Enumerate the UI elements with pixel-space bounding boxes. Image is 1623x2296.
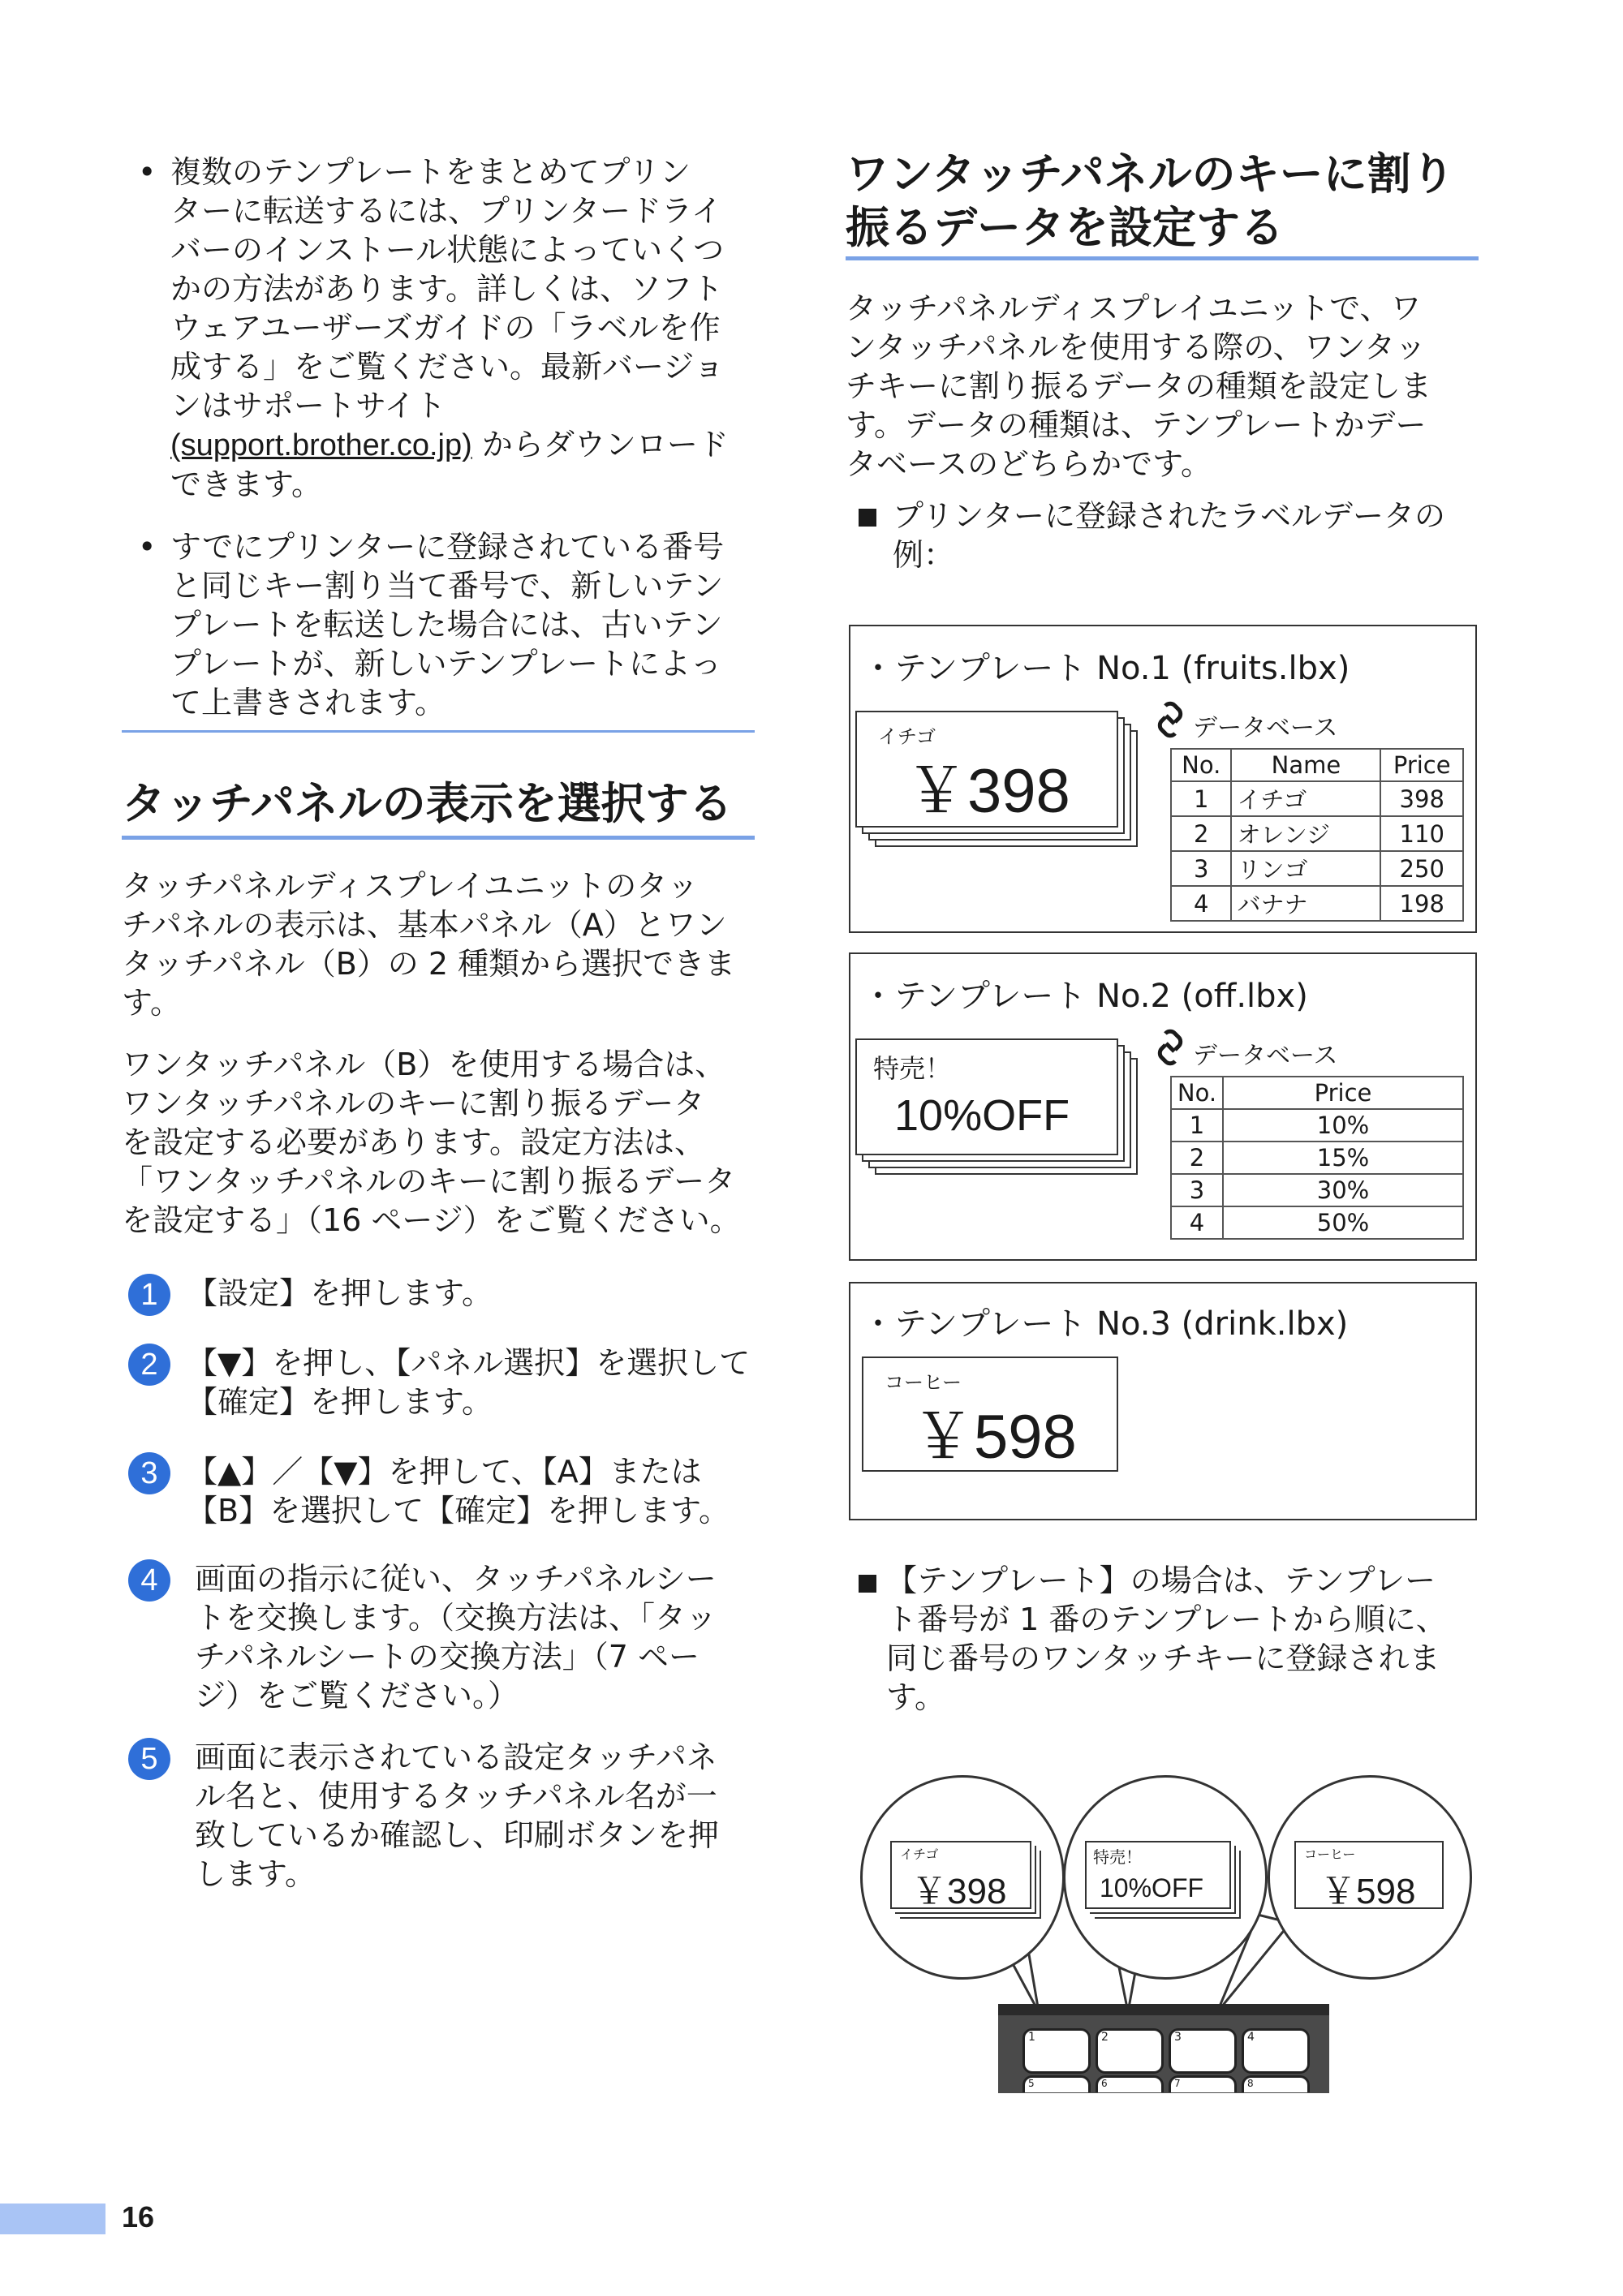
template-note: [886, 1561, 1447, 1717]
text-line: チパネルシートの交換方法」（7 ペー: [195, 1639, 700, 1675]
step-3-text: [187, 1452, 730, 1530]
database-label: データベース: [1193, 714, 1338, 742]
paragraph-2: [122, 1045, 741, 1240]
text-line: します。: [195, 1856, 316, 1892]
support-site-link[interactable]: (support.brother.co.jp): [170, 428, 472, 462]
text-line: ジ）をご覧ください。）: [195, 1678, 519, 1713]
one-touch-key-2[interactable]: [1096, 2028, 1164, 2074]
text-line: タッチパネル（B）の 2 種類から選択できま: [122, 946, 736, 982]
template-title: ・テンプレート No.3 (drink.lbx): [862, 1305, 1349, 1343]
text-line: ウェアユーザーズガイドの「ラベルを作: [170, 310, 721, 346]
label-preview: [1294, 1841, 1444, 1909]
heading-line: ワンタッチパネルのキーに割り: [846, 148, 1455, 200]
template-3-box: [849, 1282, 1477, 1520]
table-cell: 110: [1380, 816, 1463, 851]
text-line: [170, 425, 729, 465]
text-line: ワンタッチパネル（B）を使用する場合は、: [122, 1047, 726, 1082]
one-touch-key-1[interactable]: [1022, 2028, 1091, 2074]
label-big-text: ￥398: [906, 757, 1070, 826]
label-preview: [855, 1038, 1118, 1155]
table-row: [1171, 1109, 1463, 1142]
table-cell: 1: [1171, 781, 1231, 816]
text-line: 同じ番号のワンタッチキーに登録されま: [886, 1640, 1440, 1676]
page-number: 16: [122, 2200, 155, 2234]
table-cell: リンゴ: [1231, 851, 1380, 886]
intro-paragraph: [846, 289, 1431, 484]
table-cell: オレンジ: [1231, 816, 1380, 851]
text-line: 【▲】／【▼】を押して、【A】または: [187, 1454, 702, 1490]
template-2-box: [849, 952, 1477, 1261]
label-big-text: 10%OFF: [894, 1091, 1070, 1140]
text-line: ワンタッチパネルのキーに割り振るデータ: [122, 1086, 705, 1121]
text-line: 複数のテンプレートをまとめてプリン: [170, 154, 691, 190]
callout-bubble-3: [1268, 1775, 1472, 1980]
link-icon: [1154, 1029, 1186, 1066]
text-line: 【テンプレート】の場合は、テンプレー: [886, 1563, 1436, 1598]
heading-underline: [846, 256, 1479, 260]
table-header-cell: No.: [1171, 749, 1231, 781]
label-big-text: ￥398: [911, 1872, 1007, 1911]
text-line: ト番号が 1 番のテンプレートから順に、: [886, 1602, 1447, 1637]
text-line: 【設定】を押します。: [187, 1275, 493, 1311]
table-cell: 15%: [1223, 1142, 1463, 1174]
template-1-box: [849, 625, 1477, 933]
key-number: 8: [1247, 2078, 1254, 2089]
text-line: ターに転送するには、プリンタードライ: [170, 193, 722, 229]
table-cell: 10%: [1223, 1109, 1463, 1142]
database-table: [1170, 1076, 1464, 1240]
step-5-text: [195, 1738, 719, 1894]
link-suffix: からダウンロード: [471, 427, 729, 462]
key-number: 3: [1174, 2031, 1182, 2044]
one-touch-key-5[interactable]: [1022, 2075, 1091, 2092]
text-line: プレートを転送した場合には、古いテン: [170, 607, 723, 643]
example-note: [893, 497, 1445, 574]
table-header-cell: Name: [1231, 749, 1380, 781]
label-big-text: ￥598: [912, 1403, 1077, 1472]
text-line: 「ワンタッチパネルのキーに割り振るデータ: [122, 1163, 736, 1199]
text-line: チキーに割り振るデータの種類を設定しま: [846, 368, 1432, 404]
text-line: タッチパネルディスプレイユニットのタッ: [122, 868, 699, 904]
section-divider: [122, 730, 755, 733]
label-preview: [862, 1357, 1118, 1472]
text-line: 成する」をご覧ください。最新バージョ: [170, 349, 725, 385]
step-2-text: [187, 1344, 750, 1421]
table-row: [1171, 1174, 1463, 1206]
text-line: タベースのどちらかです。: [846, 446, 1212, 482]
key-number: 2: [1101, 2031, 1109, 2044]
label-big-text: 10%OFF: [1100, 1873, 1204, 1903]
text-line: を設定する」（16 ページ）をご覧ください。: [122, 1202, 741, 1238]
label-preview: [855, 711, 1118, 828]
bullet-item-2: [170, 527, 724, 722]
key-number: 5: [1028, 2078, 1035, 2089]
database-label: データベース: [1193, 1042, 1338, 1070]
label-small-text: 特売！: [1093, 1847, 1142, 1867]
table-header-cell: Price: [1223, 1077, 1463, 1109]
key-number: 4: [1247, 2031, 1255, 2044]
text-line: 画面の指示に従い、タッチパネルシー: [195, 1561, 717, 1597]
step-1-text: [187, 1274, 493, 1313]
table-cell: 250: [1380, 851, 1463, 886]
callout-bubble-1: [860, 1775, 1065, 1980]
label-small-text: 特売！: [873, 1053, 952, 1084]
step-number-3: 3: [128, 1452, 170, 1494]
bullet-marker: •: [138, 154, 157, 190]
label-small-text: コーヒー: [1304, 1847, 1356, 1862]
one-touch-key-3[interactable]: [1169, 2028, 1237, 2074]
one-touch-key-8[interactable]: [1242, 2075, 1310, 2092]
step-number-1: 1: [128, 1274, 170, 1316]
text-line: タッチパネルディスプレイユニットで、ワ: [846, 290, 1422, 326]
text-line: と同じキー割り当て番号で、新しいテン: [170, 568, 724, 604]
template-title: ・テンプレート No.1 (fruits.lbx): [862, 650, 1350, 687]
label-small-text: イチゴ: [900, 1847, 939, 1862]
link-icon: [1154, 701, 1186, 738]
text-line: す。: [886, 1679, 945, 1715]
text-line: す。データの種類は、テンプレートかデー: [846, 407, 1427, 443]
database-table: [1170, 748, 1464, 922]
square-bullet-icon: [859, 509, 876, 527]
section-heading-touch-panel: タッチパネルの表示を選択する: [122, 778, 733, 829]
table-header-cell: Price: [1380, 749, 1463, 781]
heading-underline: [122, 836, 755, 840]
text-line: 例：: [893, 537, 955, 573]
text-line: 画面に表示されている設定タッチパネ: [195, 1739, 717, 1775]
text-line: 致しているか確認し、印刷ボタンを押: [195, 1817, 720, 1853]
text-line: ンはサポートサイト: [170, 388, 446, 424]
text-line: プレートが、新しいテンプレートによっ: [170, 646, 722, 681]
table-cell: 1: [1171, 1109, 1223, 1142]
text-line: トを交換します。（交換方法は、「タッ: [195, 1600, 717, 1636]
table-cell: 50%: [1223, 1206, 1463, 1239]
paragraph-1: [122, 866, 735, 1022]
key-number: 6: [1101, 2078, 1108, 2089]
text-line: 【▼】を押し、【パネル選択】を選択して: [187, 1345, 751, 1381]
step-number-2: 2: [128, 1344, 170, 1386]
label-big-text: ￥598: [1320, 1872, 1416, 1911]
table-header-cell: No.: [1171, 1077, 1223, 1109]
text-line: プリンターに登録されたラベルデータの: [893, 498, 1445, 534]
text-line: かの方法があります。詳しくは、ソフト: [170, 271, 723, 307]
bullet-item-1: [170, 153, 729, 504]
text-line: を設定する必要があります。設定方法は、: [122, 1124, 705, 1160]
table-cell: 4: [1171, 886, 1231, 921]
text-line: チパネルの表示は、基本パネル（A）とワン: [122, 907, 727, 943]
one-touch-key-4[interactable]: [1242, 2028, 1310, 2074]
table-cell: 3: [1171, 1174, 1223, 1206]
step-number-4: 4: [128, 1559, 170, 1602]
page-number-tab: [0, 2204, 105, 2234]
text-line: ンタッチパネルを使用する際の、ワンタッ: [846, 329, 1427, 365]
table-row: [1171, 781, 1463, 816]
heading-line: 振るデータを設定する: [846, 202, 1284, 253]
bullet-marker: •: [138, 529, 157, 565]
text-line: す。: [122, 985, 181, 1021]
table-cell: 2: [1171, 1142, 1223, 1174]
key-number: 7: [1174, 2078, 1181, 2089]
text-line: 【B】を選択して【確定】を押します。: [187, 1493, 730, 1529]
table-row: [1171, 1142, 1463, 1174]
table-cell: 3: [1171, 851, 1231, 886]
square-bullet-icon: [859, 1575, 876, 1593]
text-line: すでにプリンターに登録されている番号: [170, 529, 725, 565]
template-title: ・テンプレート No.2 (off.lbx): [862, 978, 1308, 1015]
text-line: て上書きされます。: [170, 685, 446, 720]
table-cell: 4: [1171, 1206, 1223, 1239]
label-small-text: イチゴ: [878, 725, 936, 748]
text-line: 【確定】を押します。: [187, 1384, 493, 1420]
table-cell: イチゴ: [1231, 781, 1380, 816]
table-row: [1171, 851, 1463, 886]
section-heading-one-touch: [846, 148, 1455, 255]
table-row: [1171, 816, 1463, 851]
table-cell: 30%: [1223, 1174, 1463, 1206]
keypad: [1014, 2028, 1323, 2090]
table-row: [1171, 886, 1463, 921]
table-header-row: [1171, 749, 1463, 781]
callout-bubble-2: [1063, 1775, 1268, 1980]
one-touch-key-6[interactable]: [1096, 2075, 1164, 2092]
table-cell: 398: [1380, 781, 1463, 816]
key-number: 1: [1028, 2031, 1035, 2044]
text-line: できます。: [170, 467, 322, 502]
table-cell: バナナ: [1231, 886, 1380, 921]
step-4-text: [195, 1559, 717, 1715]
table-header-row: [1171, 1077, 1463, 1109]
one-touch-key-7[interactable]: [1169, 2075, 1237, 2092]
label-preview: [1085, 1841, 1231, 1909]
label-preview: [890, 1841, 1031, 1909]
table-row: [1171, 1206, 1463, 1239]
table-cell: 198: [1380, 886, 1463, 921]
text-line: バーのインストール状態によっていくつ: [170, 232, 725, 268]
step-number-5: 5: [128, 1738, 170, 1780]
text-line: ル名と、使用するタッチパネル名が一: [195, 1778, 717, 1814]
table-cell: 2: [1171, 816, 1231, 851]
label-small-text: コーヒー: [885, 1371, 962, 1394]
